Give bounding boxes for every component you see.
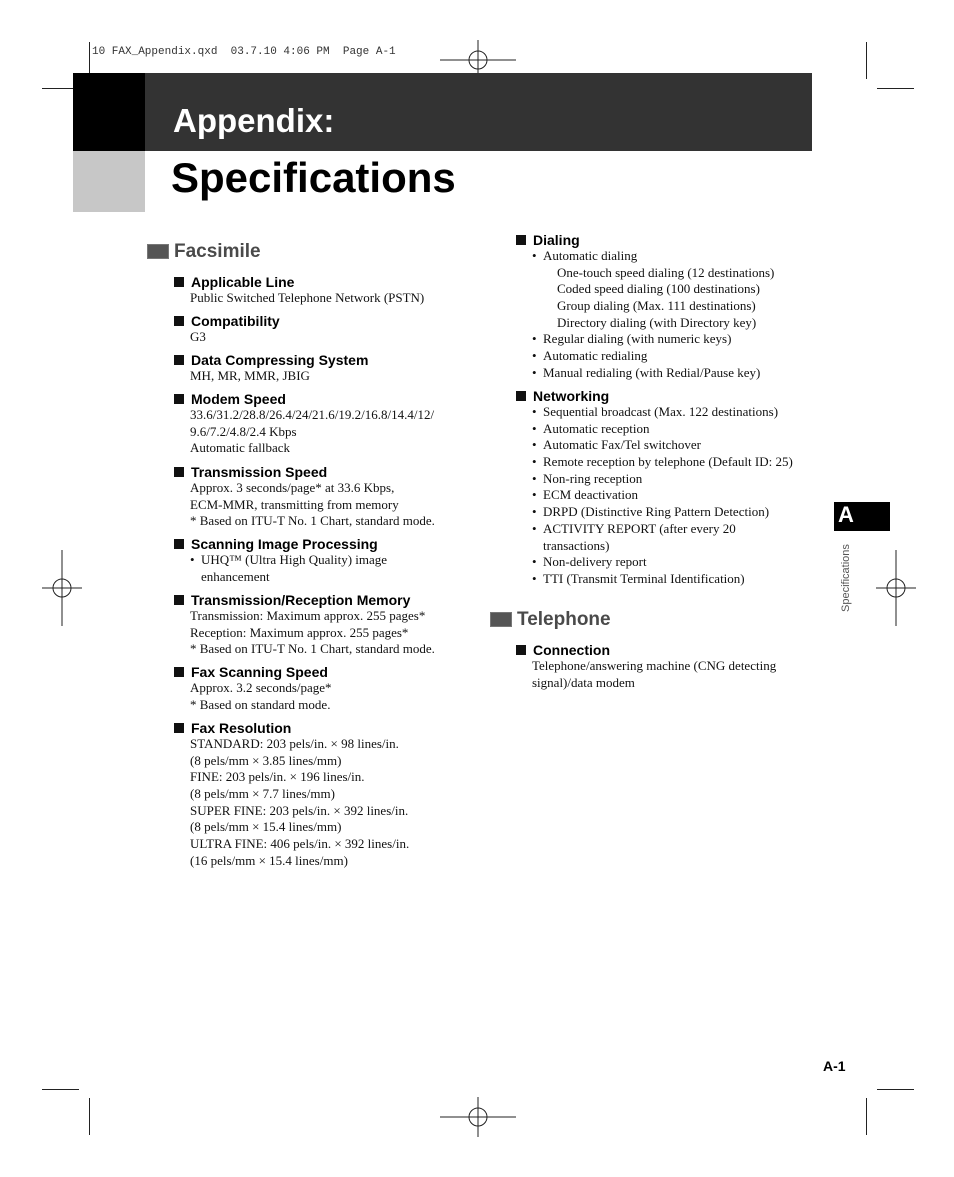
square-bullet-icon: [174, 316, 184, 326]
square-bullet-icon: [174, 394, 184, 404]
compatibility-text: G3: [190, 329, 206, 344]
registration-mark-icon: [42, 550, 82, 626]
square-bullet-icon: [174, 467, 184, 477]
crop-mark: [866, 42, 867, 79]
section-facsimile: [147, 242, 261, 261]
heading-compatibility: Compatibility: [174, 313, 280, 329]
heading-fax-resolution: Fax Resolution: [174, 720, 291, 736]
heading-connection: Connection: [516, 642, 610, 658]
connection-text: Telephone/answering machine (CNG detecting signal)/data modem: [532, 658, 777, 690]
crop-mark: [42, 1089, 79, 1090]
square-bullet-icon: [174, 277, 184, 287]
square-bullet-icon: [516, 235, 526, 245]
fax-scanning-speed-text: Approx. 3.2 seconds/page* * Based on standard mode.: [190, 680, 332, 712]
heading-dialing: Dialing: [516, 232, 580, 248]
chapter-letter: A: [838, 502, 854, 527]
section-telephone: [490, 610, 611, 629]
crop-mark: [866, 1098, 867, 1135]
square-bullet-icon: [174, 723, 184, 733]
heading-transmission-speed: Transmission Speed: [174, 464, 327, 480]
dialing-text: • Automatic dialing One-touch speed dialing (12 destinations) Coded speed dialing (100 destinations) Group dialing (Max. 111 destinations) Directory dialing (with Directory key) • Regular dialing (with numeric keys) • Automatic redialing • Manual redialing (with Redial/Pause key): [532, 248, 774, 382]
square-bullet-icon: [174, 595, 184, 605]
page-title-line2: Specifications: [171, 154, 456, 201]
heading-memory: Transmission/Reception Memory: [174, 592, 410, 608]
page-title-line1: Appendix:: [173, 102, 335, 139]
section-title: Telephone: [517, 609, 611, 630]
applicable-line-text: Public Switched Telephone Network (PSTN): [190, 290, 425, 305]
heading-applicable-line: Applicable Line: [174, 274, 294, 290]
crop-mark: [89, 1098, 90, 1135]
fax-resolution-text: STANDARD: 203 pels/in. × 98 lines/in. (8 pels/mm × 3.85 lines/mm) FINE: 203 pels/in. × 196 lines/in. (8 pels/mm × 7.7 lines/mm) SUPER FINE: 203 pels/in. × 392 lines/in. (8 pels/mm × 15.4 lines/mm) ULTRA FINE: 406 pels/in. × 392 lines/in. (16 pels/mm × 15.4 lines/mm): [190, 736, 410, 868]
square-bullet-icon: [174, 539, 184, 549]
modem-speed-text: 33.6/31.2/28.8/26.4/24/21.6/19.2/16.8/14.4/12/ 9.6/7.2/4.8/2.4 Kbps Automatic fallback: [190, 407, 435, 456]
registration-mark-icon: [876, 550, 916, 626]
page-number: A-1: [823, 1058, 846, 1074]
scanning-image-text: • UHQ™ (Ultra High Quality) image enhancement: [190, 552, 387, 585]
heading-scanning-image: Scanning Image Processing: [174, 536, 378, 552]
chapter-vertical-label: Specifications: [840, 544, 852, 612]
data-compressing-text: MH, MR, MMR, JBIG: [190, 368, 310, 383]
heading-data-compressing: Data Compressing System: [174, 352, 368, 368]
registration-mark-icon: [440, 1097, 516, 1137]
heading-modem-speed: Modem Speed: [174, 391, 286, 407]
title-banner-accent: [73, 73, 145, 151]
square-bullet-icon: [516, 391, 526, 401]
memory-text: Transmission: Maximum approx. 255 pages* Reception: Maximum approx. 255 pages* * Based on ITU-T No. 1 Chart, standard mode.: [190, 608, 435, 657]
title-banner-tab: [73, 151, 145, 212]
section-marker-icon: [147, 244, 169, 259]
file-slug: 10 FAX_Appendix.qxd 03.7.10 4:06 PM Page A-1: [92, 46, 396, 58]
heading-networking: Networking: [516, 388, 609, 404]
crop-mark: [877, 88, 914, 89]
heading-fax-scanning-speed: Fax Scanning Speed: [174, 664, 328, 680]
section-title: Facsimile: [174, 241, 261, 262]
square-bullet-icon: [174, 667, 184, 677]
chapter-tab: [834, 502, 890, 531]
section-marker-icon: [490, 612, 512, 627]
crop-mark: [877, 1089, 914, 1090]
transmission-speed-text: Approx. 3 seconds/page* at 33.6 Kbps, ECM-MMR, transmitting from memory * Based on ITU-T No. 1 Chart, standard mode.: [190, 480, 435, 529]
square-bullet-icon: [516, 645, 526, 655]
networking-text: • Sequential broadcast (Max. 122 destinations) • Automatic reception • Automatic Fax/Tel switchover • Remote reception by telephone (Default ID: 25) • Non-ring reception • ECM deactivation • DRPD (Distinctive Ring Pattern Detection) • ACTIVITY REPORT (after every 20 transactions) • Non-delivery report • TTI (Transmit Terminal Identification): [532, 404, 793, 588]
square-bullet-icon: [174, 355, 184, 365]
